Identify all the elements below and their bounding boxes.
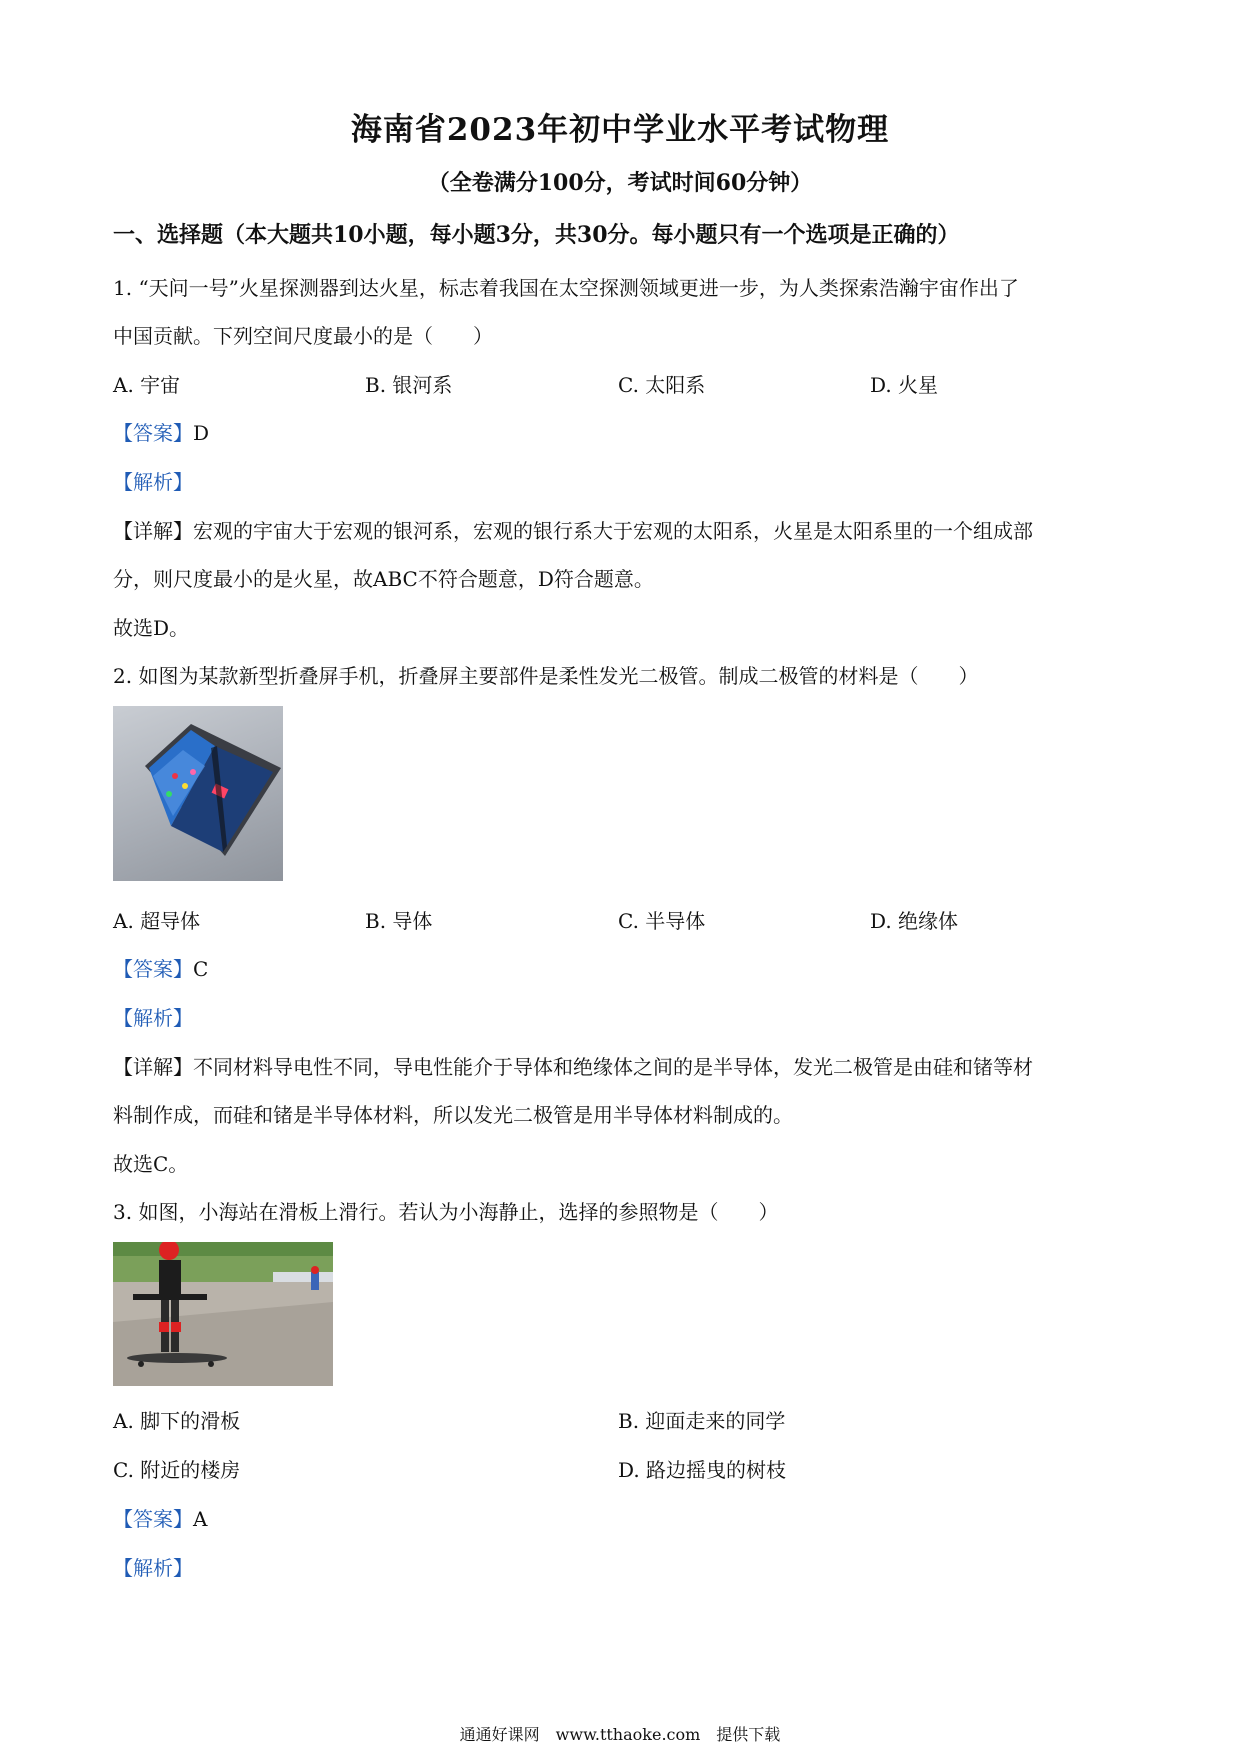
q2-detail-line1: [113, 1051, 1033, 1080]
q2-detail-text: 不同材料导电性不同，导电性能介于导体和绝缘体之间的是半导体，发光二极管是由硅和锗等材: [193, 1055, 1033, 1079]
answer-tag: 【答案】: [113, 1507, 193, 1531]
q1-answer-value: D: [193, 421, 210, 445]
detail-tag: 【详解】: [113, 1055, 193, 1079]
q2-analysis: [113, 1002, 193, 1031]
page-footer: 通通好课网 www.tthaoke.com 提供下载: [459, 1725, 781, 1744]
q3-analysis: [113, 1552, 193, 1581]
q2-answer: [113, 953, 208, 982]
q3-answer: [113, 1503, 207, 1532]
answer-tag: 【答案】: [113, 421, 193, 445]
q1-answer: [113, 417, 209, 446]
answer-tag: 【答案】: [113, 957, 193, 981]
q1-detail-text: 宏观的宇宙大于宏观的银河系，宏观的银行系大于宏观的太阳系，火星是太阳系里的一个组成部: [193, 519, 1033, 543]
q2-option-a: A. 超导体: [113, 909, 201, 933]
foldable-phone-image: [113, 706, 283, 881]
analysis-tag: 【解析】: [113, 1006, 193, 1030]
page-subtitle: （全卷满分100分，考试时间60分钟）: [427, 170, 813, 196]
q1-option-a: A. 宇宙: [113, 373, 181, 397]
q1-conclusion: 故选D。: [113, 616, 190, 640]
q3-option-a: A. 脚下的滑板: [113, 1409, 241, 1433]
q2-answer-value: C: [193, 957, 209, 981]
foldable-phone-illustration: [113, 706, 283, 881]
q3-option-b: B. 迎面走来的同学: [618, 1409, 786, 1433]
q3-stem: 3. 如图，小海站在滑板上滑行。若认为小海静止，选择的参照物是（ ）: [113, 1200, 779, 1224]
q2-option-c: C. 半导体: [618, 909, 706, 933]
q2-detail-line2: 料制作成，而硅和锗是半导体材料，所以发光二极管是用半导体材料制成的。: [113, 1103, 793, 1127]
section-heading: 一、选择题（本大题共10小题，每小题3分，共30分。每小题只有一个选项是正确的）: [113, 222, 960, 248]
q1-option-d: D. 火星: [870, 373, 939, 397]
q2-option-d: D. 绝缘体: [870, 909, 959, 933]
analysis-tag: 【解析】: [113, 1556, 193, 1580]
q2-stem: 2. 如图为某款新型折叠屏手机，折叠屏主要部件是柔性发光二极管。制成二极管的材料是（ ）: [113, 664, 979, 688]
skateboard-image: [113, 1242, 333, 1386]
q3-option-d: D. 路边摇曳的树枝: [618, 1458, 787, 1482]
q1-stem-line1: 1. “天问一号”火星探测器到达火星，标志着我国在太空探测领域更进一步，为人类探索浩瀚宇宙作出了: [113, 276, 1019, 300]
q1-option-c: C. 太阳系: [618, 373, 706, 397]
analysis-tag: 【解析】: [113, 470, 193, 494]
q1-analysis: [113, 466, 193, 495]
skateboard-illustration: [113, 1242, 333, 1386]
q1-option-b: B. 银河系: [365, 373, 453, 397]
q2-conclusion: 故选C。: [113, 1152, 189, 1176]
detail-tag: 【详解】: [113, 519, 193, 543]
q1-stem-line2: 中国贡献。下列空间尺度最小的是（ ）: [113, 324, 493, 348]
page-title: 海南省2023年初中学业水平考试物理: [350, 112, 890, 148]
q2-option-b: B. 导体: [365, 909, 433, 933]
q1-detail-line2: 分，则尺度最小的是火星，故ABC不符合题意，D符合题意。: [113, 567, 654, 591]
q1-detail-line1: [113, 515, 1033, 544]
q3-answer-value: A: [193, 1507, 208, 1531]
q3-option-c: C. 附近的楼房: [113, 1458, 241, 1482]
